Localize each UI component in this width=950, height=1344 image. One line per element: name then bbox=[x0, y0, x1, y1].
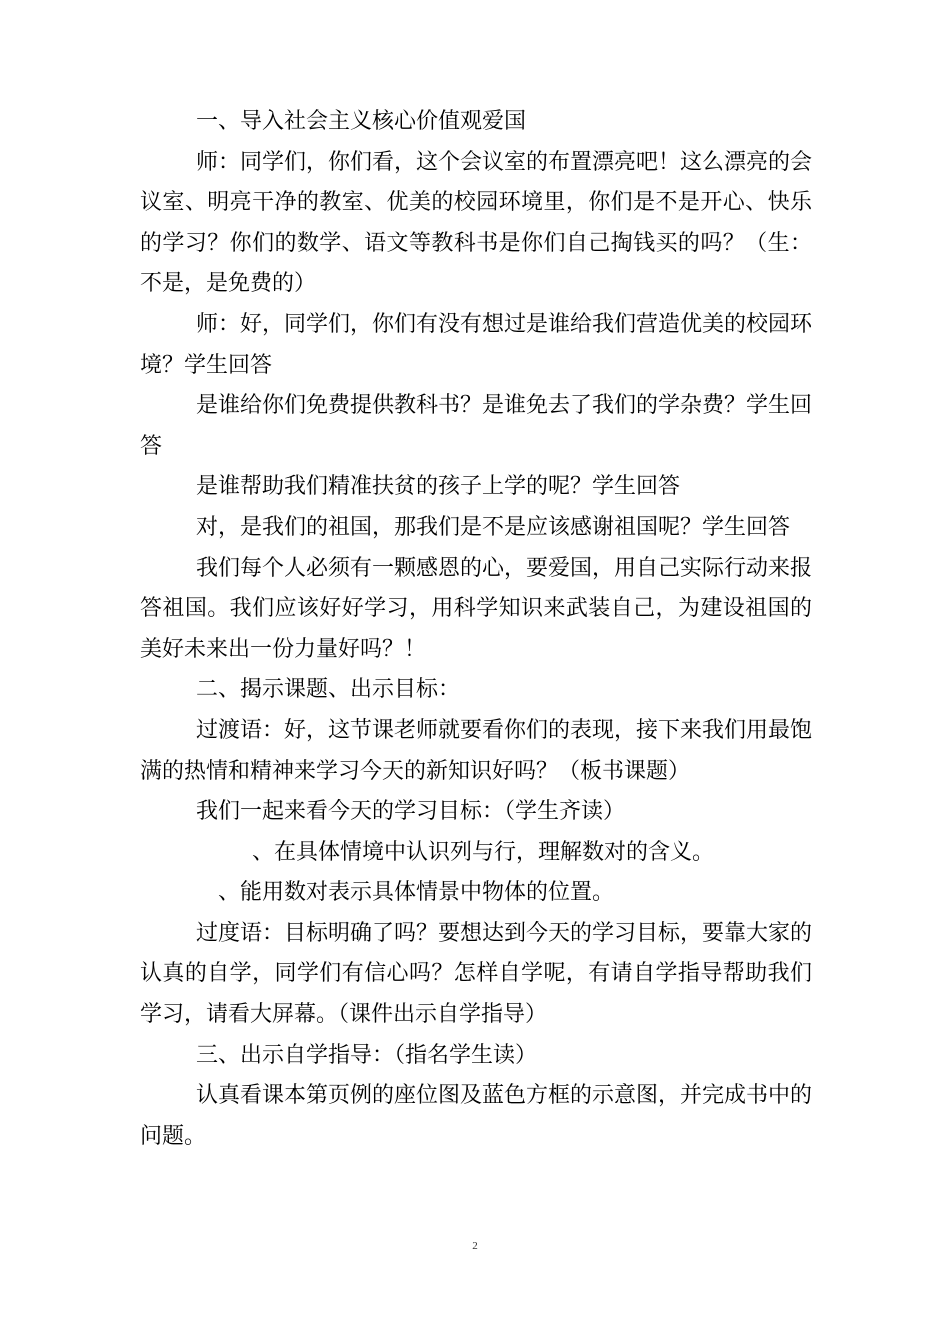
section-heading-objectives: 二、揭示课题、出示目标： bbox=[196, 677, 461, 703]
paragraph-transition-2: 过度语：目标明确了吗？要想达到今天的学习目标，要靠大家的认真的自学，同学们有信心吗？怎样自学呢，有请自学指导帮助我们学习，请看大屏幕。（课件出示自学指导） bbox=[140, 920, 813, 1028]
paragraph-teacher-opening: 师：同学们，你们看，这个会议室的布置漂亮吧！这么漂亮的会议室、明亮干净的教室、优美的校园环境里，你们是不是开心、快乐的学习？你们的数学、语文等教科书是你们自己掏钱买的吗？（生：不是，是免费的） bbox=[140, 149, 813, 297]
paragraph-poverty-question: 是谁帮助我们精准扶贫的孩子上学的呢？学生回答 bbox=[196, 474, 681, 500]
objective-item-2: 、能用数对表示具体情景中物体的位置。 bbox=[218, 880, 615, 906]
section-heading-self-study: 三、出示自学指导：（指名学生读） bbox=[196, 1042, 538, 1068]
paragraph-self-study-instructions: 认真看课本第页例的座位图及蓝色方框的示意图，并完成书中的问题。 bbox=[140, 1083, 813, 1149]
paragraph-teacher-question: 师：好，同学们，你们有没有想过是谁给我们营造优美的校园环境？学生回答 bbox=[140, 311, 813, 378]
document-body bbox=[140, 102, 812, 1157]
paragraph-textbook-question: 是谁给你们免费提供教科书？是谁免去了我们的学杂费？学生回答 bbox=[140, 393, 813, 459]
objective-item-1: 、在具体情境中认识列与行，理解数对的含义。 bbox=[252, 839, 715, 865]
paragraph-objectives-intro: 我们一起来看今天的学习目标：（学生齐读） bbox=[196, 799, 626, 825]
section-heading-intro: 一、导入社会主义核心价值观爱国 bbox=[196, 109, 527, 134]
page-number: 2 bbox=[472, 1240, 478, 1252]
paragraph-transition-1: 过渡语：好，这节课老师就要看你们的表现，接下来我们用最饱满的热情和精神来学习今天的新知识好吗？（板书课题） bbox=[140, 717, 813, 784]
paragraph-motherland: 对，是我们的祖国，那我们是不是应该感谢祖国呢？学生回答 bbox=[196, 514, 791, 540]
paragraph-gratitude: 我们每个人必须有一颗感恩的心，要爱国，用自己实际行动来报答祖国。我们应该好好学习，用科学知识来武装自己，为建设祖国的美好未来出一份力量好吗？！ bbox=[140, 555, 813, 662]
